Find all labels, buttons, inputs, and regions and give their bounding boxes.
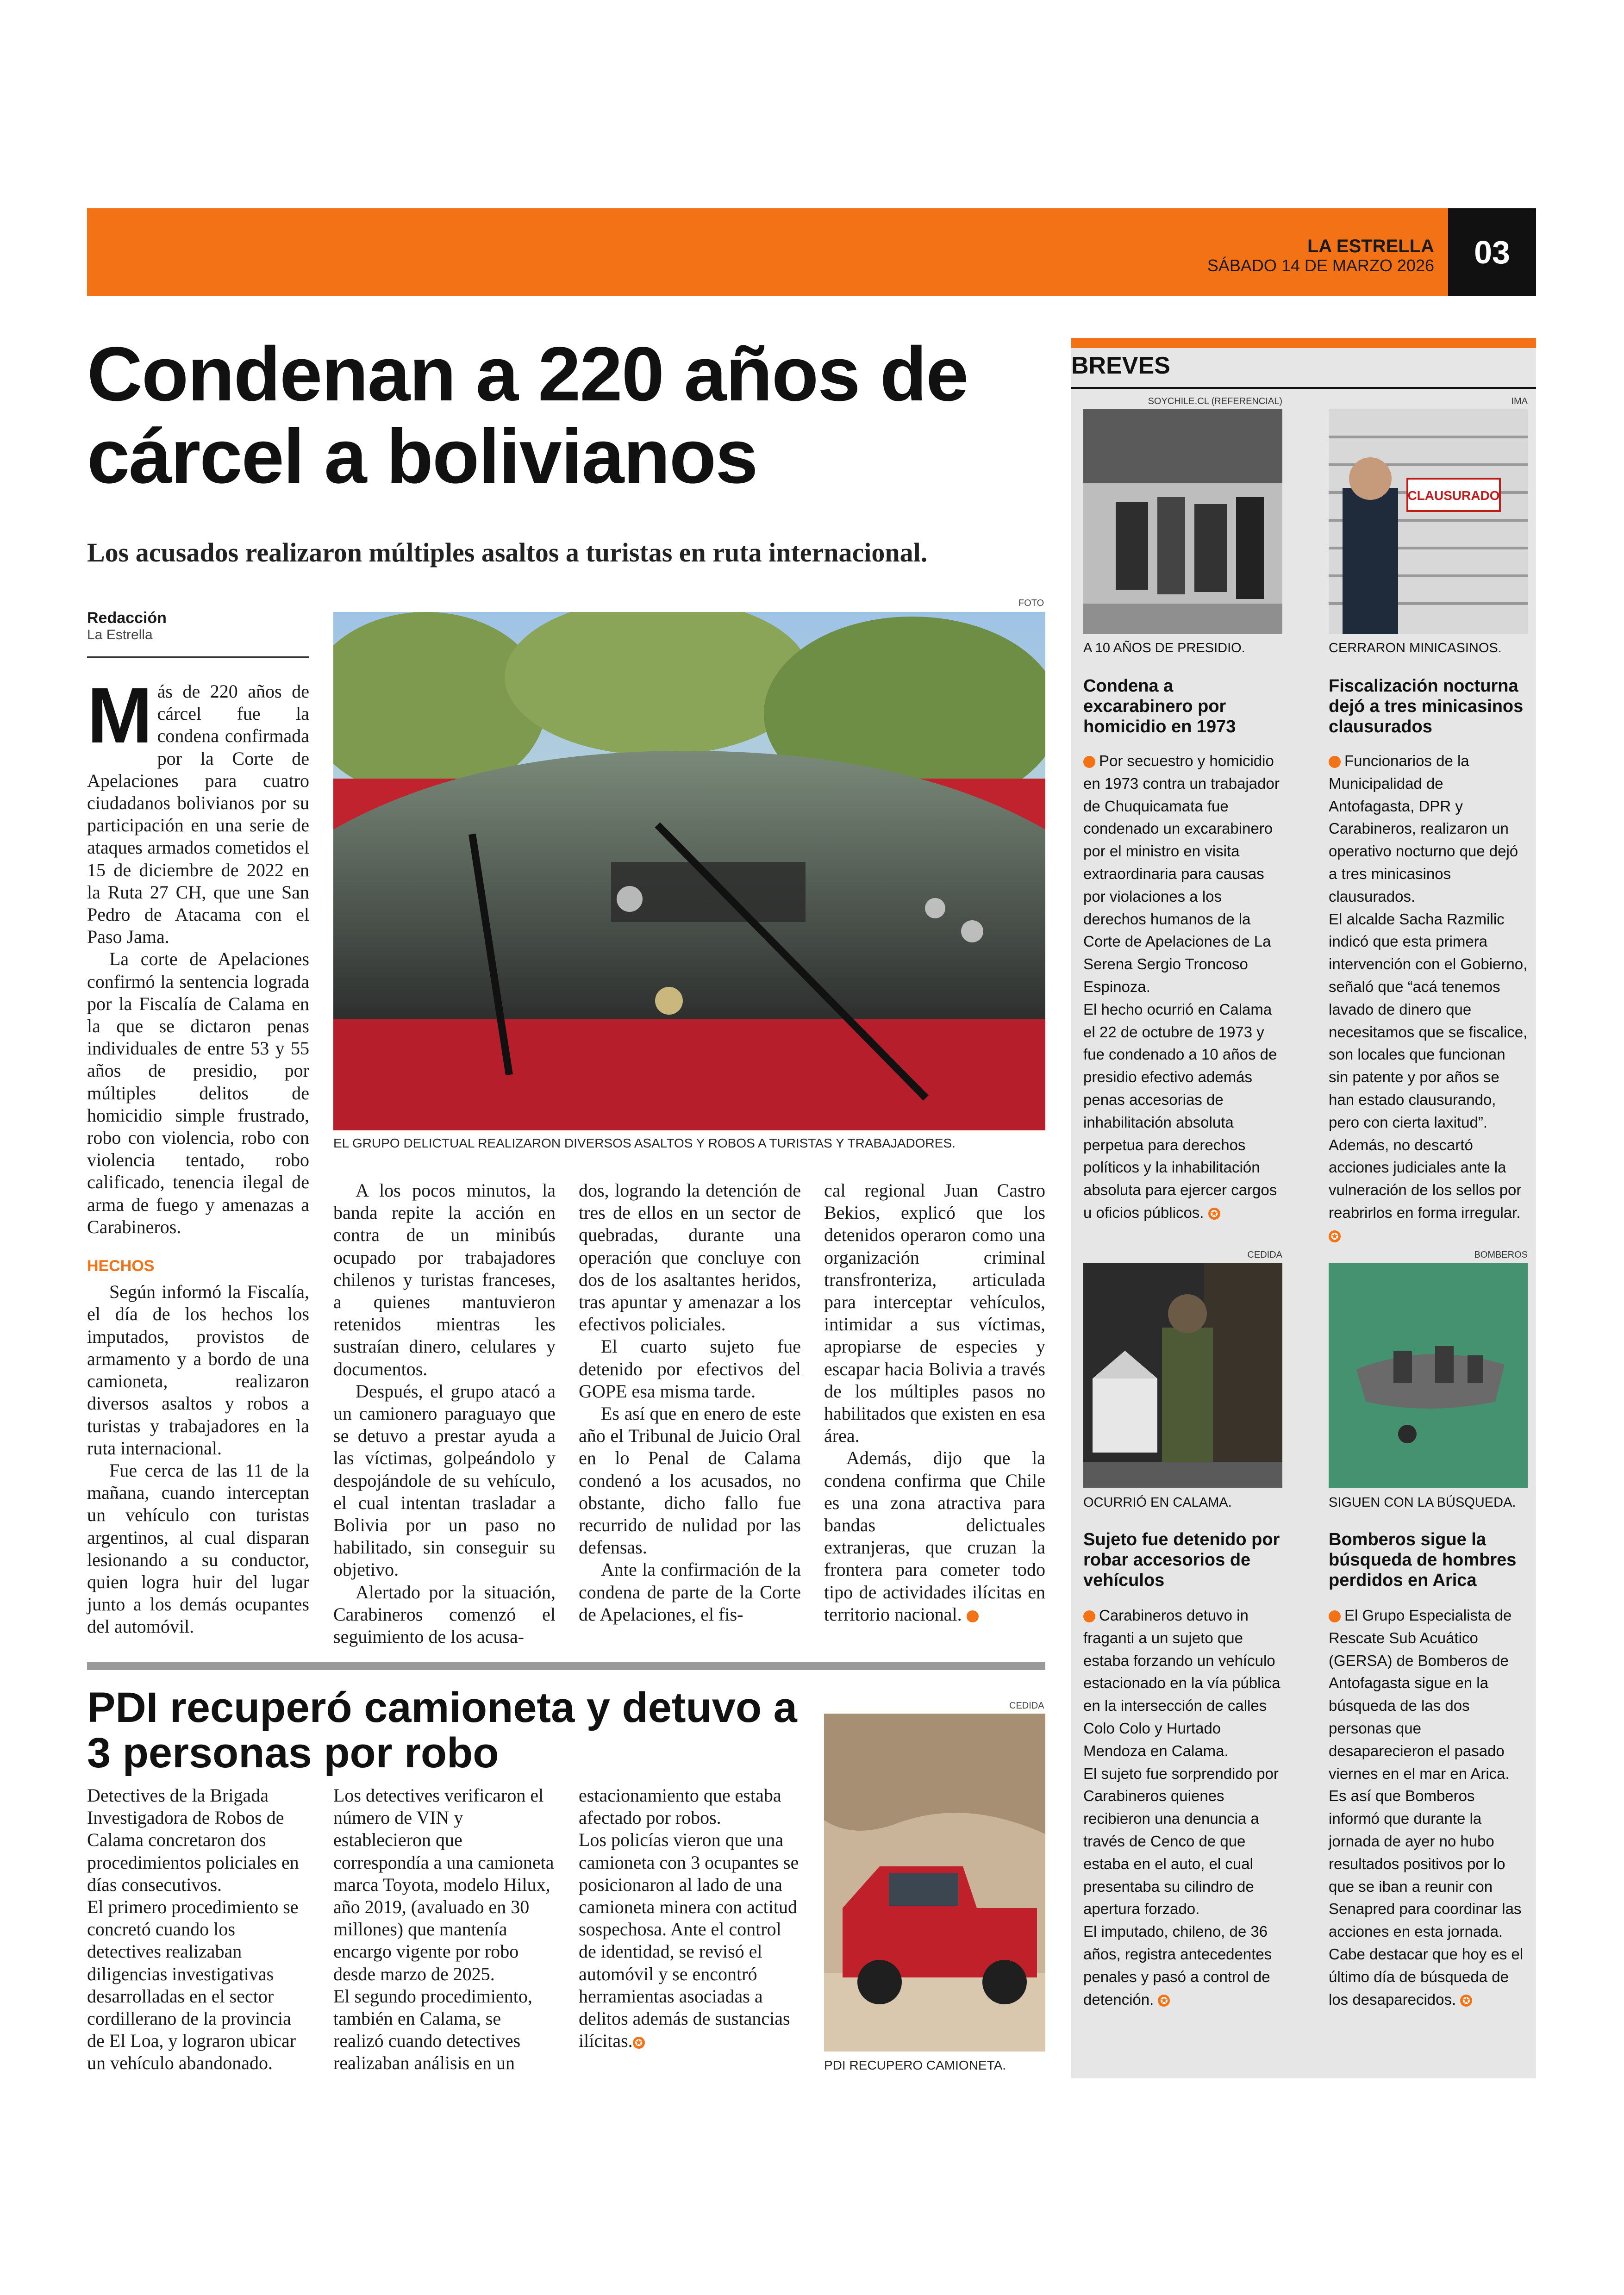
bullet-icon — [1329, 756, 1341, 768]
main-final-text: Además, dijo que la condena confirma que Chile es una zona atractiva para bandas delictuales extranjeras, que cruzan la frontera para cometer todo tipo de actividades ilícitas en territorio nacional. — [824, 1447, 1045, 1625]
second-article-col-3 — [579, 1784, 801, 2052]
byline-divider — [87, 656, 309, 658]
brief-photo-credit: BOMBEROS — [1474, 1250, 1528, 1260]
main-paragraph: dos, logrando la detención de tres de ellos en un sector de quebradas, durante una operación que concluye con dos de los asaltantes heridos, tras apuntar y amenazar a los efectivos policiales. — [579, 1180, 801, 1335]
end-mark-icon: ✪ — [1158, 1995, 1170, 2007]
brief-paragraph — [1329, 750, 1528, 908]
brief-paragraph — [1329, 1604, 1528, 1785]
brief-title: Sujeto fue detenido por robar accesorios de vehículos — [1083, 1530, 1280, 1590]
brief-lead-text: Carabineros detuvo in fraganti a un sujeto que estaba forzando un vehículo estacionado en la vía pública en la intersección de calles Colo Colo y Hurtado Mendoza en Calama. — [1083, 1607, 1280, 1759]
second-paragraph: El segundo procedimiento, también en Calama, se realizó cuando detectives realizaban análisis en un — [333, 1985, 532, 2074]
main-article-col-2 — [333, 1179, 556, 1648]
minicasino-photo — [1329, 409, 1528, 634]
brief-final-text: El imputado, chileno, de 36 años, registra antecedentes penales y pasó a control de detención. — [1083, 1923, 1272, 2008]
second-photo — [824, 1714, 1045, 2052]
second-headline: PDI recuperó camioneta y detuvo a 3 personas por robo — [87, 1684, 797, 1777]
second-photo-caption: PDI RECUPERO CAMIONETA. — [824, 2058, 1006, 2072]
pickup-truck-photo — [824, 1714, 1045, 2052]
brief-paragraph — [1083, 998, 1282, 1224]
brief-body — [1329, 1604, 1528, 2011]
main-paragraph: Ante la confirmación de la condena de parte de la Corte de Apelaciones, el fis- — [579, 1559, 801, 1625]
main-paragraph: Fue cerca de las 11 de la mañana, cuando interceptan un vehículo con turistas argentinos, al cual disparan lesionando a su conductor, quien logra huir del lugar junto a los demás ocupantes del automóvil. — [87, 1459, 309, 1637]
breves-title: BREVES — [1071, 352, 1170, 379]
clausurado-sign: CLAUSURADO — [1407, 488, 1500, 503]
bullet-icon — [1329, 1610, 1341, 1622]
main-paragraph: Después, el grupo atacó a un camionero paraguayo que se detuvo a prestar ayuda a las víctimas, golpeándolo y despojándole de su vehículo, el cual intentan trasladar a Bolivia por un paso no habilitado, sin conseguir su objetivo. — [333, 1380, 556, 1580]
brief-title: Fiscalización nocturna dejó a tres minicasinos clausurados — [1329, 676, 1524, 736]
brief-photo — [1083, 1263, 1282, 1488]
rescue-boat-photo — [1329, 1263, 1528, 1488]
brief-paragraph — [1083, 750, 1282, 998]
brief-caption: CERRARON MINICASINOS. — [1329, 641, 1502, 655]
brief-photo — [1083, 409, 1282, 634]
main-paragraph: El cuarto sujeto fue detenido por efectivos del GOPE esa misma tarde. — [579, 1336, 801, 1402]
main-paragraph — [824, 1447, 1045, 1626]
bullet-icon — [1083, 1610, 1095, 1622]
brief-caption: SIGUEN CON LA BÚSQUEDA. — [1329, 1495, 1516, 1510]
brief-lead-text: Funcionarios de la Municipalidad de Antofagasta, DPR y Carabineros, realizaron un operativo nocturno que dejó a tres minicasinos clausurados. — [1329, 752, 1518, 905]
brief-body — [1083, 750, 1282, 1224]
main-paragraph: cal regional Juan Castro Bekios, explicó que los detenidos operaron como una organización criminal transfronteriza, articulada para interceptar vehículos, intimidar a sus víctimas, apropiarse de especies y escapar hacia Bolivia a través de los múltiples pasos no habilitados que existen en esa área. — [824, 1180, 1045, 1447]
brief-photo — [1329, 409, 1528, 634]
brief-title: Condena a excarabinero por homicidio en 1973 — [1083, 676, 1236, 736]
brief-body — [1329, 750, 1528, 1247]
main-article-col-4 — [824, 1179, 1045, 1626]
drop-cap: M — [87, 672, 153, 760]
brief-paragraph: Es así que Bomberos informó que durante la jornada de ayer no hubo resultados positivos por lo que se iban a reunir con Senapred para coordinar las acciones en esta jornada. — [1329, 1787, 1522, 1940]
page-header — [87, 208, 1536, 296]
second-paragraph — [579, 1829, 801, 2052]
red-truck-photo — [333, 612, 1045, 1130]
page-number: 03 — [1448, 208, 1536, 296]
breves-divider — [1071, 387, 1536, 389]
detention-photo — [1083, 1263, 1282, 1488]
second-article-col-1 — [87, 1784, 309, 2075]
brief-lead-text: El Grupo Especialista de Rescate Sub Acuático (GERSA) de Bomberos de Antofagasta sigue en la búsqueda de las dos personas que desaparecieron el pasado viernes en el mar en Arica. — [1329, 1607, 1512, 1782]
main-article-col-1 — [87, 672, 309, 1638]
brand-name: LA ESTRELLA — [1307, 236, 1434, 256]
main-intro-text: ás de 220 años de cárcel fue la condena confirmada por la Corte de Apelaciones para cuatro ciudadanos bolivianos por su participación en una serie de ataques armados cometidos el 15 de diciembre de 2022 en la Ruta 27 CH, que une San Pedro de Atacama con el Paso Jama. — [87, 681, 309, 948]
brief-caption: OCURRIÓ EN CALAMA. — [1083, 1495, 1232, 1510]
byline-name: Redacción — [87, 609, 167, 627]
brief-final-text: El alcalde Sacha Razmilic indicó que esta primera intervención con el Gobierno, señaló que “acá tenemos lavado de dinero que necesitamos que se fiscalice, son locales que funcionan sin patente y por años se han estado clausurando, pero con cierta laxitud”. Además, no descartó acciones judiciales ante la vulneración de los sellos por reabrirlos en forma irregular. — [1329, 910, 1528, 1221]
main-photo — [333, 612, 1045, 1130]
main-photo-credit: FOTO — [1018, 598, 1044, 608]
brief-body — [1083, 1604, 1282, 2011]
main-headline: Condenan a 220 años de cárcel a bolivianos — [87, 331, 968, 499]
second-final-text: Los policías vieron que una camioneta con 3 ocupantes se posicionaron al lado de una camioneta minera con actitud sospechosa. Ante el control de identidad, se revisó el automóvil y se encontró herramientas asociadas a delitos además de sustancias ilícitas. — [579, 1829, 799, 2052]
article-divider — [87, 1662, 1045, 1670]
second-article-col-2 — [333, 1784, 556, 2075]
end-mark-icon: ✪ — [967, 1610, 979, 1622]
brief-paragraph — [1083, 1921, 1282, 2011]
issue-date: SÁBADO 14 DE MARZO 2026 — [1207, 256, 1434, 275]
brief-paragraph: El sujeto fue sorprendido por Carabineros quienes recibieron una denuncia a través de Cenco de que estaba en el auto, el cual presentaba su cilindro de apertura forzado. — [1083, 1765, 1279, 1918]
second-paragraph: estacionamiento que estaba afectado por robos. — [579, 1785, 781, 1828]
main-paragraph: A los pocos minutos, la banda repite la acción en contra de un minibús ocupado por trabajadores chilenos y turistas franceses, a quienes mantuvieron retenidos mientras les sustraían dinero, celulares y documentos. — [333, 1180, 556, 1379]
brief-paragraph — [1329, 908, 1528, 1247]
brief-title: Bomberos sigue la búsqueda de hombres perdidos en Arica — [1329, 1530, 1517, 1590]
main-paragraph: Alertado por la situación, Carabineros comenzó el seguimiento de los acusa- — [333, 1581, 556, 1647]
end-mark-icon: ✪ — [1460, 1995, 1472, 2007]
brief-photo-credit: SOYCHILE.CL (REFERENCIAL) — [1148, 396, 1282, 406]
brief-photo-credit: CEDIDA — [1247, 1250, 1282, 1260]
second-paragraph: Los detectives verificaron el número de VIN y establecieron que correspondía a una camioneta marca Toyota, modelo Hilux, año 2019, (avaluado en 30 millones) que mantenía encargo vigente por robo desde marzo de 2025. — [333, 1785, 554, 1984]
main-subheadline: Los acusados realizaron múltiples asaltos a turistas en ruta internacional. — [87, 537, 928, 568]
brief-final-text: Cabe destacar que hoy es el último día de búsqueda de los desaparecidos. — [1329, 1945, 1524, 2008]
brief-paragraph — [1329, 1943, 1528, 2011]
brief-caption: A 10 AÑOS DE PRESIDIO. — [1083, 641, 1245, 655]
brief-photo — [1329, 1263, 1528, 1488]
main-article-intro — [87, 672, 309, 948]
end-mark-icon: ✪ — [1329, 1230, 1341, 1242]
second-paragraph: El primero procedimiento se concretó cuando los detectives realizaban diligencias investigativas desarrolladas en el sector cordillerano de la provincia de El Loa, y lograron ubicar un vehículo abandonado. — [87, 1896, 299, 2074]
bullet-icon — [1083, 756, 1095, 768]
brief-lead-text: Por secuestro y homicidio en 1973 contra un trabajador de Chuquicamata fue condenado un excarabinero por el ministro en visita extraordinaria para causas por violaciones a los derechos humanos de la Corte de Apelaciones de La Serena Sergio Troncoso Espinoza. — [1083, 752, 1280, 995]
header-brand — [1207, 236, 1434, 275]
byline-outlet: La Estrella — [87, 627, 153, 642]
byline — [87, 609, 309, 643]
brief-photo-credit: IMA — [1511, 396, 1528, 406]
main-paragraph: Es así que en enero de este año el Tribunal de Juicio Oral en lo Penal de Calama condenó a los acusados, no obstante, dicho fallo fue recurrido de nulidad por las defensas. — [579, 1403, 801, 1558]
brief-final-text: El hecho ocurrió en Calama el 22 de octubre de 1973 y fue condenado a 10 años de presidio efectivo además penas accesorias de inhabilitación absoluta perpetua para derechos políticos y la inhabilitación absoluta para ejercer cargos u oficios públicos. — [1083, 1000, 1277, 1221]
section-label: HECHOS — [87, 1257, 155, 1275]
brief-paragraph — [1083, 1604, 1282, 1763]
end-mark-icon: ✪ — [633, 2037, 645, 2049]
second-photo-credit: CEDIDA — [1009, 1701, 1044, 1711]
second-paragraph: Detectives de la Brigada Investigadora de Robos de Calama concretaron dos procedimientos policiales en días consecutivos. — [87, 1785, 299, 1895]
end-mark-icon: ✪ — [1208, 1208, 1220, 1220]
breves-accent-bar — [1071, 338, 1536, 348]
main-photo-caption: EL GRUPO DELICTUAL REALIZARON DIVERSOS ASALTOS Y ROBOS A TURISTAS Y TRABAJADORES. — [333, 1136, 956, 1150]
main-paragraph: La corte de Apelaciones confirmó la sentencia lograda por la Fiscalía de Calama en la que se dictaron penas individuales de entre 53 y 55 años de presidio, por múltiples delitos de homicidio simple frustrado, robo con violencia, robo con violencia tentado, robo calificado, tenencia ilegal de arma de fuego y amenazas a Carabineros. — [87, 948, 309, 1237]
main-article-col-3 — [579, 1179, 801, 1626]
main-paragraph: Según informó la Fiscalía, el día de los hechos los imputados, provistos de armamento y a bordo de una camioneta, realizaron diversos asaltos y robos a turistas y trabajadores en la ruta internacional. — [87, 1281, 309, 1459]
excarabinero-photo — [1083, 409, 1282, 634]
